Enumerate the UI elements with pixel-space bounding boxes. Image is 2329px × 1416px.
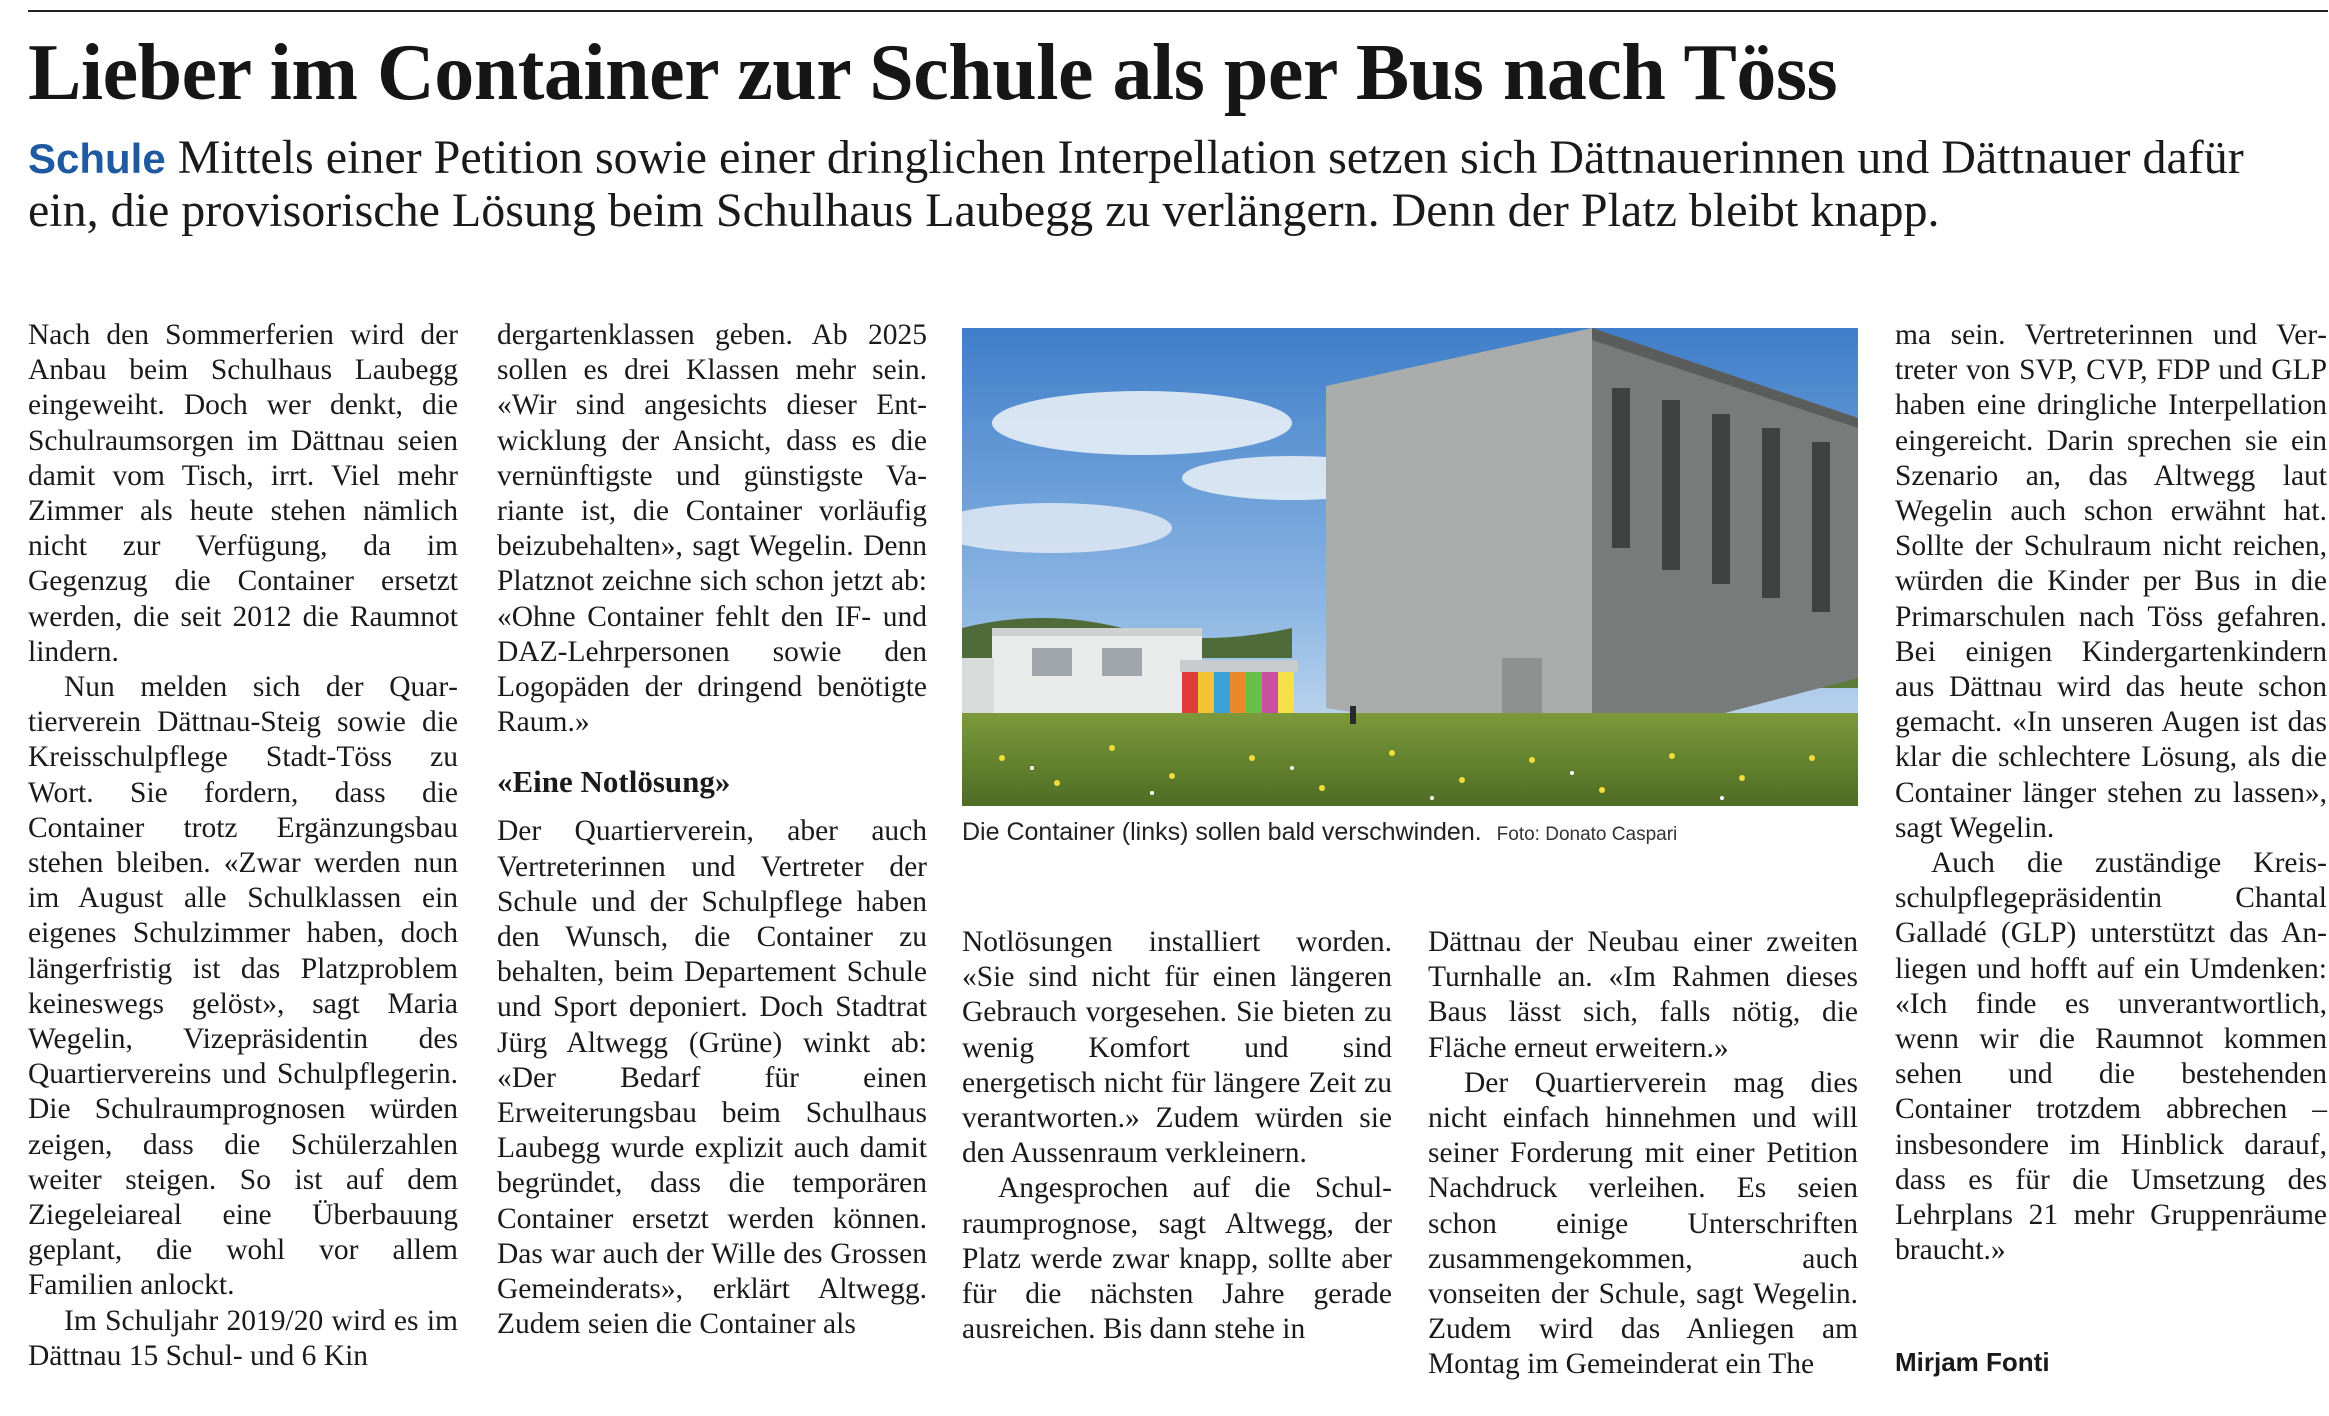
body-paragraph: Angesprochen auf die Schulraumprognose, sagt Altwegg, der Platz werde zwar knapp, sollte aber für die nächsten Jahre gerade ausreichen. Bis dann stehe in — [962, 1172, 1392, 1346]
body-paragraph: Der Quartierverein, aber auch Vertreterinnen und Vertreter der Schule und der Schulpflege haben den Wunsch, die Container zu behalten, beim Departement Schule und Sport deponiert. Doch Stadtrat Jürg Altwegg (Grüne) winkt ab: «Der Bedarf für einen Erweiterungsbau beim Schulhaus Laubegg wurde explizit auch damit begründet, dass die temporären Container ersetzt werden können. Das war auch der Wille des Grossen Gemeinderats», erklärt Altwegg. Zudem seien die Container als — [497, 815, 927, 1341]
photo-credit: Foto: Donato Caspari — [1496, 824, 1678, 845]
photo-illustration — [962, 328, 1858, 806]
body-paragraph: Nach den Sommerferien wird der Anbau beim Schulhaus Laubegg eingeweiht. Doch wer denkt, die Schulraumsorgen im Dättnau seien damit vom Tisch, irrt. Viel mehr Zimmer als heute stehen nämlich nicht zur Verfügung, da im Gegenzug die Container ersetzt werden, die seit 2012 die Raumnot lindern. — [28, 319, 458, 668]
body-paragraph: Notlösungen installiert worden. «Sie sind nicht für einen längeren Gebrauch vorgesehen. Sie bieten zu wenig Komfort und sind energetisch nicht für längere Zeit zu verantworten.» Zudem würden sie den Aussenraum verkleinern. — [962, 926, 1392, 1170]
body-paragraph: Der Quartierverein mag dies nicht einfach hinnehmen und will seiner Forderung mit einer Petition Nachdruck verleihen. Es seien schon einige Unterschriften zusammengekommen, auch vonseiten der Schule, sagt Wegelin. Zudem wird das Anliegen am Montag im Gemeinderat ein The — [1428, 1066, 1858, 1381]
body-paragraph: dergartenklassen geben. Ab 2025 sollen es drei Klassen mehr sein. «Wir sind angesichts dieser Entwicklung der Ansicht, dass es die vernünftigste und günstigste Variante ist, die Container vorläufig beizubehalten», sagt Wegelin. Denn Platznot zeichne sich schon jetzt ab: «Ohne Container fehlt den IF- und DAZ-Lehrpersonen sowie den Logopäden der dringend benötigte Raum.» — [497, 319, 927, 739]
body-paragraph: Auch die zuständige Kreisschulpflegepräsidentin Chantal Galladé (GLP) unterstützt das Anliegen und hofft auf ein Umdenken: «Ich finde es unverantwortlich, wenn wir die Raumnot kommen sehen und die bestehenden Container trotzdem abbrechen – insbesondere im Hinblick darauf, dass es für die Umsetzung des Lehrplans 21 mehr Gruppenräume braucht.» — [1895, 847, 2327, 1267]
top-rule — [28, 10, 2328, 12]
kicker-label: Schule — [28, 135, 166, 182]
body-paragraph: Dättnau der Neubau einer zweiten Turnhalle an. «Im Rahmen dieses Baus lässt sich, falls nötig, die Fläche erneut erweitern.» — [1428, 926, 1858, 1064]
text-column-2 — [497, 318, 927, 1342]
text-column-4 — [1428, 925, 1858, 1383]
lead-paragraph — [28, 132, 2318, 237]
caption-text: Die Container (links) sollen bald verschwinden. — [962, 818, 1482, 846]
text-column-1 — [28, 318, 458, 1374]
body-paragraph: ma sein. Vertreterinnen und Vertreter von SVP, CVP, FDP und GLP haben eine dringliche Interpellation eingereicht. Darin sprechen sie ein Szenario an, das Altwegg laut Wegelin auch schon erwähnt hat. Sollte der Schulraum nicht reichen, würden die Kinder per Bus in die Primarschulen nach Töss gefahren. Bei einigen Kindergartenkindern aus Dättnau wird das heute schon gemacht. «In unseren Augen ist das klar die schlechtere Lösung, als die Container länger stehen zu lassen», sagt Wegelin. — [1895, 319, 2327, 844]
subheading: «Eine Notlösung» — [497, 764, 731, 800]
body-paragraph: Nun melden sich der Quartierverein Dättnau-Steig sowie die Kreisschulpflege Stadt-Töss zu Wort. Sie fordern, dass die Container trotz Ergänzungsbau stehen bleiben. «Zwar werden nun im August alle Schulklassen ein eigenes Schulzimmer haben, doch längerfristig ist das Platzproblem keineswegs gelöst», sagt Maria Wegelin, Vizepräsidentin des Quartiervereins und Schulpflegerin. Die Schulraumprognosen würden zeigen, dass die Schülerzahlen weiter steigen. So ist auf dem Ziegeleiareal eine Überbauung geplant, die wohl vor allem Familien anlockt. — [28, 671, 458, 1302]
body-paragraph: Im Schuljahr 2019/20 wird es im Dättnau 15 Schul- und 6 Kin — [28, 1304, 458, 1372]
author-byline: Mirjam Fonti — [1895, 1347, 2050, 1377]
photo-caption — [962, 815, 1858, 852]
lead-text: Mittels einer Petition sowie einer dringlichen Interpellation setzen sich Dättnauerinnen und Dättnauer dafür ein, die provisorische Lösung beim Schulhaus Laubegg zu verlängern. Denn der Platz bleibt knapp. — [28, 131, 2244, 237]
text-column-5 — [1895, 318, 2327, 1268]
headline: Lieber im Container zur Schule als per Bus nach Töss — [28, 29, 1838, 117]
article-photo — [962, 328, 1858, 806]
text-column-3 — [962, 925, 1392, 1347]
